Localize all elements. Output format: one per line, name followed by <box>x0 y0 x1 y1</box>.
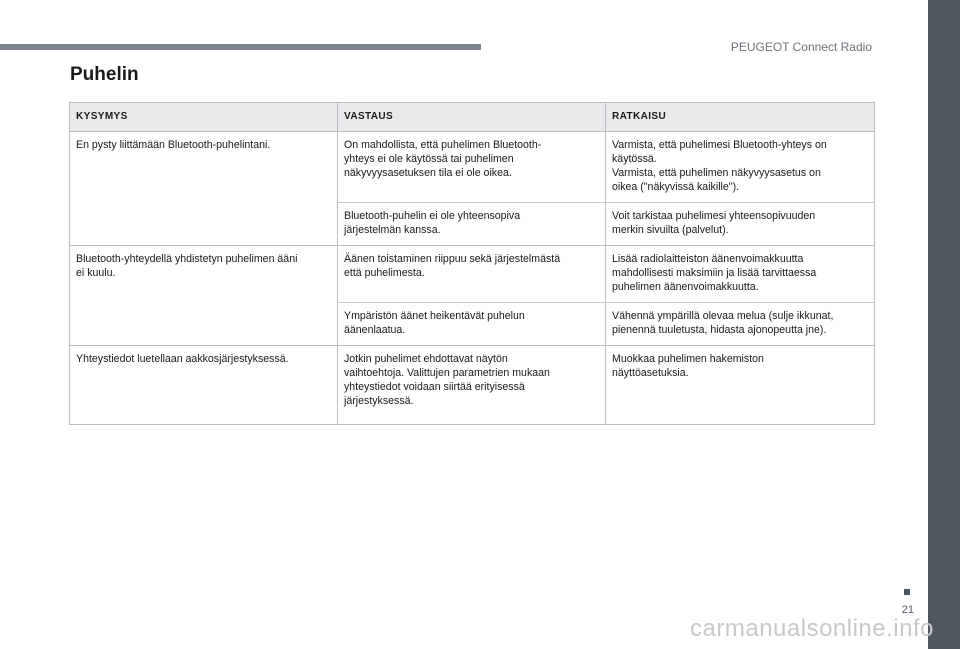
top-rule <box>0 44 481 50</box>
solution-text: Voit tarkistaa puhelimesi yhteensopivuuden merkin sivuilta (palvelut). <box>612 210 816 236</box>
solution-cell <box>606 346 875 425</box>
answer-text: Jotkin puhelimet ehdottavat näytön vaihtoehtoja. Valittujen parametrien mukaan yhteystiedot voidaan siirtää erityisessä järjestyksessä. <box>344 353 550 407</box>
answer-cell <box>338 303 606 346</box>
solution-text: Muokkaa puhelimen hakemiston näyttöasetuksia. <box>612 353 764 379</box>
question-text: Bluetooth-yhteydellä yhdistetyn puhelimen ääni ei kuulu. <box>76 253 298 279</box>
column-header-question: KYSYMYS <box>70 103 338 132</box>
answer-cell <box>338 203 606 246</box>
solution-cell <box>606 246 875 303</box>
table-row <box>70 132 875 203</box>
question-text: En pysty liittämään Bluetooth-puhelintani. <box>76 139 271 151</box>
answer-cell <box>338 246 606 303</box>
watermark: carmanualsonline.info <box>690 615 934 642</box>
answer-text: Bluetooth-puhelin ei ole yhteensopiva järjestelmän kanssa. <box>344 210 521 236</box>
solution-text: Varmista, että puhelimesi Bluetooth-yhteys on käytössä. Varmista, että puhelimen näkyvyysasetus on oikea ("näkyvissä kaikille"). <box>612 139 827 193</box>
question-text: Yhteystiedot luetellaan aakkosjärjestyksessä. <box>76 353 289 365</box>
question-cell <box>70 246 338 346</box>
right-side-band <box>928 0 960 649</box>
table-row <box>70 346 875 425</box>
table-row <box>70 246 875 303</box>
column-header-solution: RATKAISU <box>606 103 875 132</box>
header-brand: PEUGEOT Connect Radio <box>730 40 872 54</box>
answer-text: Ympäristön äänet heikentävät puhelun äänenlaatua. <box>344 310 525 336</box>
question-cell <box>70 346 338 425</box>
answer-cell <box>338 132 606 203</box>
answer-text: Äänen toistaminen riippuu sekä järjestelmästä että puhelimesta. <box>344 253 561 279</box>
column-header-answer: VASTAUS <box>338 103 606 132</box>
page-title: Puhelin <box>70 64 139 85</box>
page-number: 21 <box>901 604 914 616</box>
answer-text: On mahdollista, että puhelimen Bluetooth- yhteys ei ole käytössä tai puhelimen näkyvyysasetuksen tila ei ole oikea. <box>344 139 542 179</box>
troubleshooting-table <box>69 102 875 425</box>
solution-text: Vähennä ympärillä olevaa melua (sulje ikkunat, pienennä tuuletusta, hidasta ajonopeutta jne). <box>612 310 834 336</box>
question-cell <box>70 132 338 246</box>
solution-cell <box>606 203 875 246</box>
answer-cell <box>338 346 606 425</box>
page-marker <box>904 589 910 595</box>
table-header-row <box>70 103 875 132</box>
solution-cell <box>606 132 875 203</box>
solution-cell <box>606 303 875 346</box>
solution-text: Lisää radiolaitteiston äänenvoimakkuutta mahdollisesti maksimiin ja lisää tarvittaessa puhelimen äänenvoimakkuutta. <box>612 253 817 293</box>
